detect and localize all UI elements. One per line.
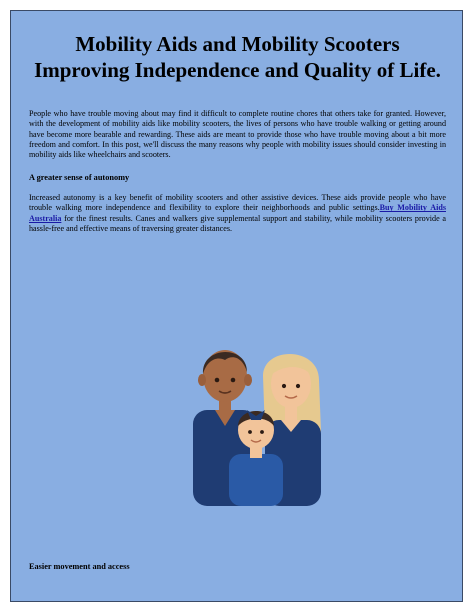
document-page [10, 10, 463, 602]
section-heading-movement: Easier movement and access [29, 562, 130, 571]
family-icon [181, 336, 331, 506]
intro-paragraph: People who have trouble moving about may find it difficult to complete routine chores that others take for granted. However, with the development of mobility aids like mobility scooters, the lives of persons who have trouble walking or getting around have become more bearable and rewarding. These aids are meant to provide those who have trouble moving about a bit more freedom and comfort. In this post, we'll discuss the many reasons why people with mobility issues should consider investing in mobility aids like wheelchairs and scooters. [29, 109, 446, 160]
buy-mobility-aids-link[interactable]: Buy Mobility Aids Australia [29, 203, 446, 223]
section-heading-autonomy: A greater sense of autonomy [29, 173, 130, 182]
autonomy-paragraph [29, 193, 446, 234]
autonomy-text-before: Increased autonomy is a key benefit of mobility scooters and other assistive devices. These aids provide people who have trouble walking more independence and flexibility to explore their neighborhoods and public settings. [29, 193, 446, 213]
autonomy-text-after: for the finest results. Canes and walkers give supplemental support and stability, while mobility scooters provide a hassle-free and effective means of traversing greater distances. [29, 213, 446, 233]
document-title: Mobility Aids and Mobility Scooters Improving Independence and Quality of Life. [34, 32, 441, 82]
